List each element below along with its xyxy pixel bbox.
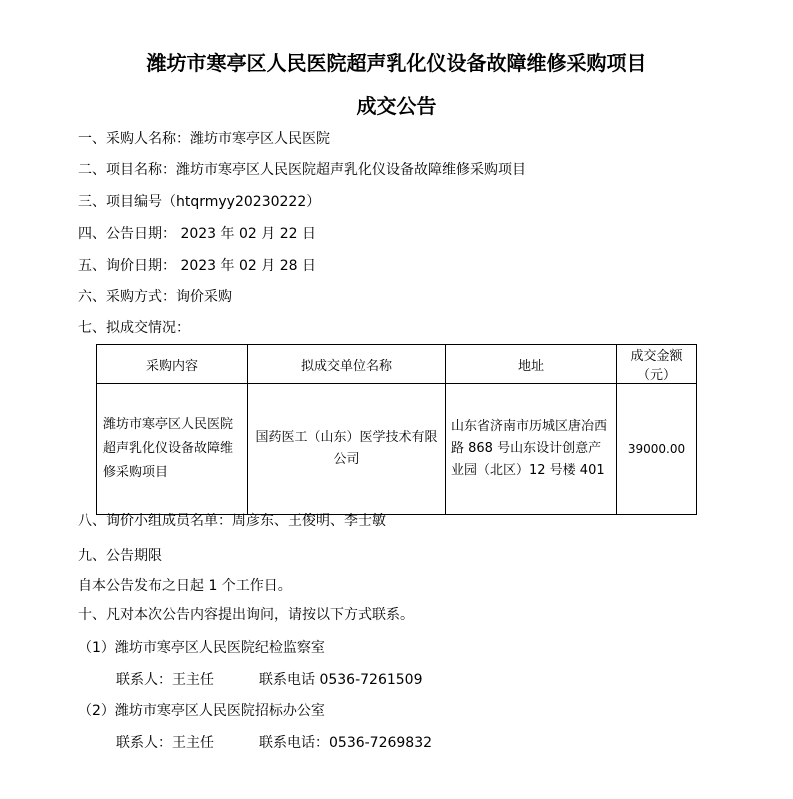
contact-phone-1: 联系电话 0536-7261509	[259, 672, 423, 688]
contact-person-1: 联系人：王主任	[116, 672, 214, 688]
header-supplier: 拟成交单位名称	[248, 345, 446, 384]
table-header-row	[97, 345, 697, 384]
project-number: 三、项目编号（htqrmyy20230222）	[78, 194, 321, 210]
cell-supplier: 国药医工（山东）医学技术有限公司	[248, 384, 446, 515]
title-line-2: 成交公告	[356, 94, 437, 118]
contact-org-2: （2）潍坊市寒亭区人民医院招标办公室	[78, 703, 325, 719]
procurement-method: 六、采购方式：询价采购	[78, 289, 232, 305]
purchaser-name: 一、采购人名称：潍坊市寒亭区人民医院	[78, 131, 330, 147]
contact-person-2: 联系人：王主任	[116, 735, 214, 751]
proposed-deal-heading: 七、拟成交情况：	[78, 320, 190, 336]
contact-heading: 十、凡对本次公告内容提出询问，请按以下方式联系。	[78, 607, 414, 623]
table-row	[97, 384, 697, 515]
deal-table	[96, 344, 697, 515]
title-line-1: 潍坊市寒亭区人民医院超声乳化仪设备故障维修采购项目	[146, 51, 647, 75]
cell-amount: 39000.00	[617, 384, 697, 515]
panel-members: 八、询价小组成员名单：周彦东、王俊明、李士敏	[78, 513, 386, 529]
project-name: 二、项目名称：潍坊市寒亭区人民医院超声乳化仪设备故障维修采购项目	[78, 162, 526, 178]
contact-org-1: （1）潍坊市寒亭区人民医院纪检监察室	[78, 640, 325, 656]
announcement-date: 四、公告日期： 2023 年 02 月 22 日	[78, 226, 316, 242]
header-amount: 成交金额（元）	[617, 345, 697, 384]
header-address: 地址	[446, 345, 617, 384]
cell-content: 潍坊市寒亭区人民医院超声乳化仪设备故障维修采购项目	[97, 384, 248, 515]
cell-address: 山东省济南市历城区唐冶西路 868 号山东设计创意产业园（北区）12 号楼 401	[446, 384, 617, 515]
inquiry-date: 五、询价日期： 2023 年 02 月 28 日	[78, 258, 316, 274]
announcement-period-heading: 九、公告期限	[78, 548, 162, 564]
contact-phone-2: 联系电话：0536-7269832	[259, 735, 433, 751]
announcement-period-text: 自本公告发布之日起 1 个工作日。	[78, 578, 292, 594]
header-content: 采购内容	[97, 345, 248, 384]
